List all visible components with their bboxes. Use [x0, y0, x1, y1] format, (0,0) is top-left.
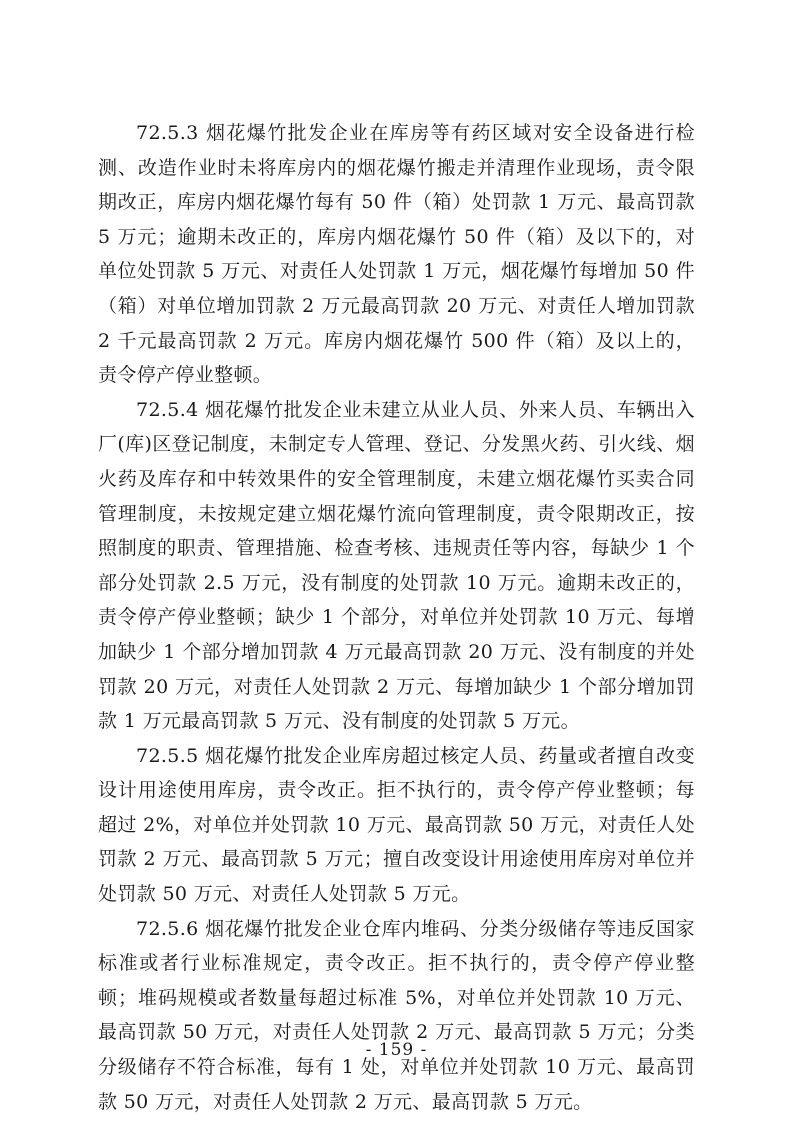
paragraph-72-5-5: 72.5.5 烟花爆竹批发企业库房超过核定人员、药量或者擅自改变设计用途使用库房，责令改正。拒不执行的，责令停产停业整顿；每超过 2%，对单位并处罚款 10 万元、最高罚款 50 万元，对责任人处罚款 2 万元、最高罚款 5 万元；擅自改变设计用途使用库房对单位并处罚款 50 万元、对责任人处罚款 5 万元。 [98, 744, 695, 906]
paragraph-72-5-3: 72.5.3 烟花爆竹批发企业在库房等有药区域对安全设备进行检测、改造作业时未将库房内的烟花爆竹搬走并清理作业现场，责令限期改正，库房内烟花爆竹每有 50 件（箱）处罚款 1 万元、最高罚款 5 万元；逾期未改正的，库房内烟花爆竹 50 件（箱）及以下的，对单位处罚款 5 万元、对责任人处罚款 1 万元，烟花爆竹每增加 50 件（箱）对单位增加罚款 2 万元最高罚款 20 万元、对责任人增加罚款 2 千元最高罚款 2 万元。库房内烟花爆竹 500 件（箱）及以上的，责令停产停业整顿。 [98, 122, 695, 387]
page-number: - 159 - [365, 1040, 428, 1060]
paragraph-72-5-6: 72.5.6 烟花爆竹批发企业仓库内堆码、分类分级储存等违反国家标准或者行业标准规定，责令改正。拒不执行的，责令停产停业整顿；堆码规模或者数量每超过标准 5%，对单位并处罚款 10 万元、最高罚款 50 万元，对责任人处罚款 2 万元、最高罚款 5 万元；分类分级储存不符合标准，每有 1 处，对单位并处罚款 10 万元、最高罚款 50 万元，对责任人处罚款 2 万元、最高罚款 5 万元。 [98, 917, 695, 1113]
paragraph-72-5-4: 72.5.4 烟花爆竹批发企业未建立从业人员、外来人员、车辆出入厂(库)区登记制度，未制定专人管理、登记、分发黑火药、引火线、烟火药及库存和中转效果件的安全管理制度，未建立烟花爆竹买卖合同管理制度，未按规定建立烟花爆竹流向管理制度，责令限期改正，按照制度的职责、管理措施、检查考核、违规责任等内容，每缺少 1 个部分处罚款 2.5 万元，没有制度的处罚款 10 万元。逾期未改正的，责令停产停业整顿；缺少 1 个部分，对单位并处罚款 10 万元、每增加缺少 1 个部分增加罚款 4 万元最高罚款 20 万元、没有制度的并处罚款 20 万元，对责任人处罚款 2 万元、每增加缺少 1 个部分增加罚款 1 万元最高罚款 5 万元、没有制度的处罚款 5 万元。 [98, 398, 695, 733]
document-body [98, 116, 695, 1119]
